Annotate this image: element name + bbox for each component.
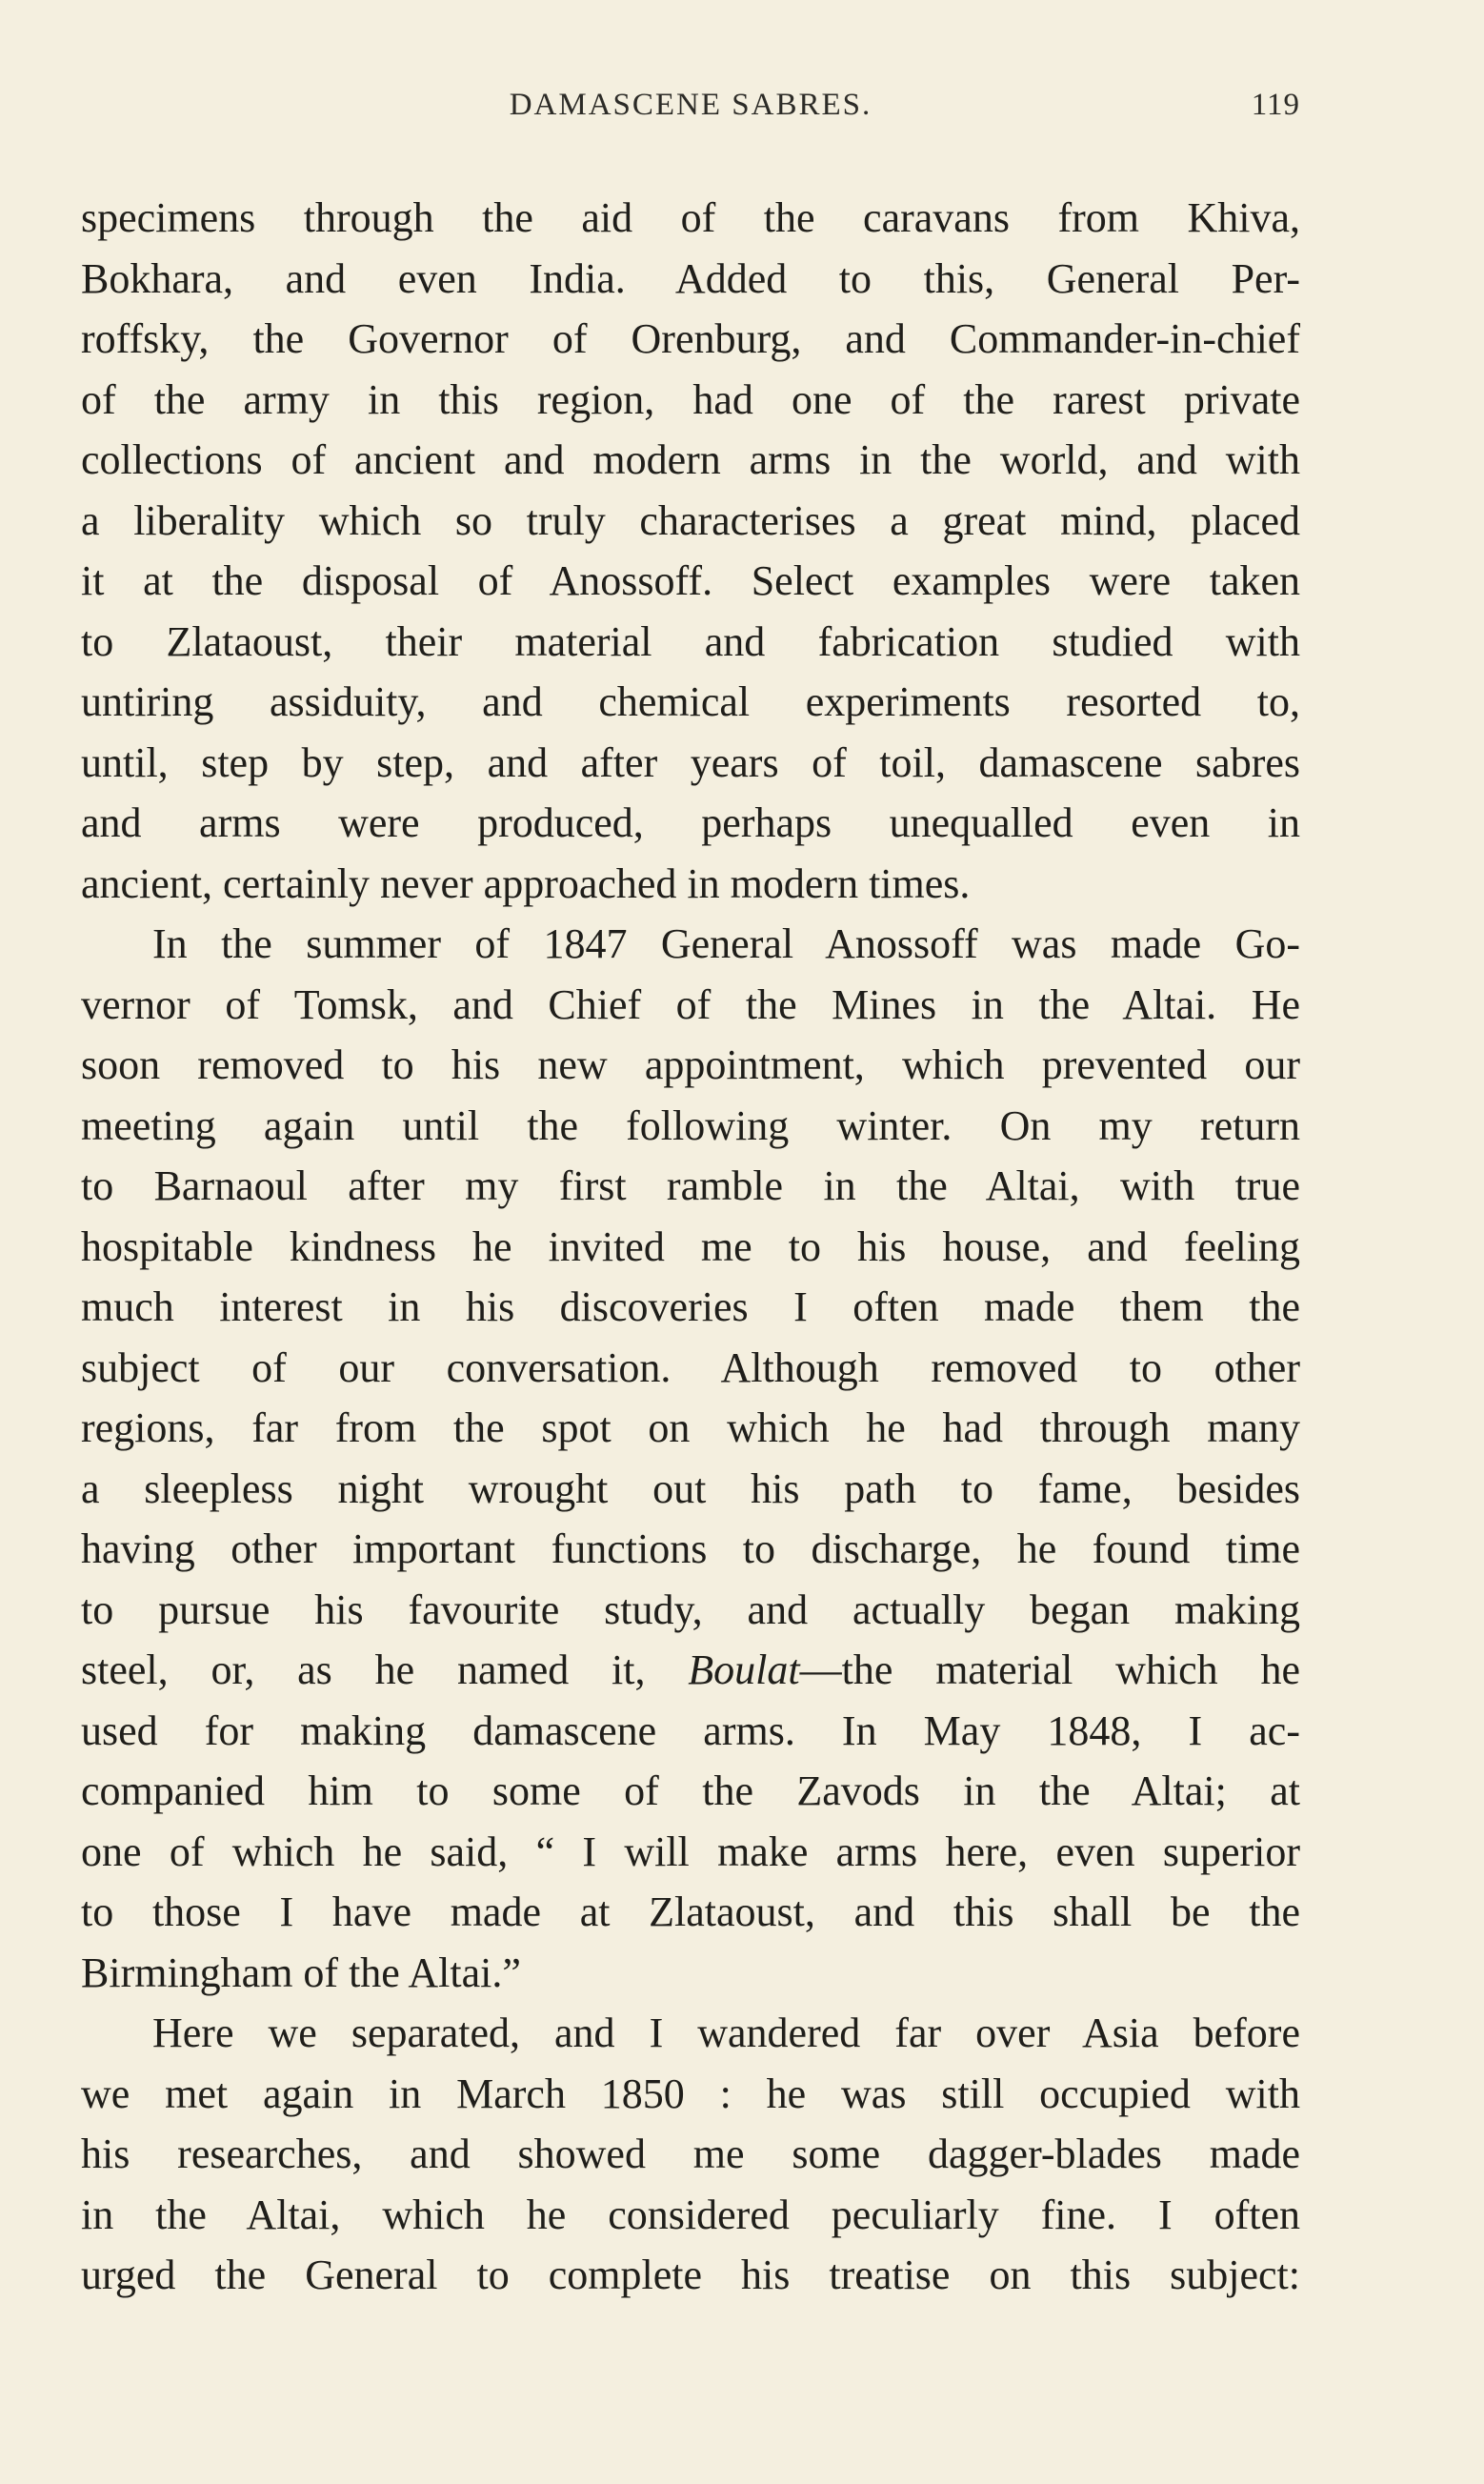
text-line: much interest in his discoveries I often made them the [81, 1283, 1300, 1330]
text-line: regions, far from the spot on which he had through many [81, 1404, 1300, 1451]
text-line: we met again in March 1850 : he was still occupied with [81, 2070, 1300, 2117]
text-line: hospitable kindness he invited me to his house, and feeling [81, 1222, 1300, 1270]
text-line: untiring assiduity, and chemical experiments resorted to, [81, 678, 1300, 725]
text-line: companied him to some of the Zavods in the Altai; at [81, 1767, 1300, 1814]
body-text [81, 188, 1300, 2306]
paragraph-last-line: Birmingham of the Altai.” [81, 1949, 521, 1996]
italic-term: Boulat [688, 1646, 800, 1693]
text-line: specimens through the aid of the caravans from Khiva, [81, 194, 1300, 241]
text-line: to pursue his favourite study, and actually began making [81, 1585, 1300, 1633]
text-line: soon removed to his new appointment, which prevented our [81, 1041, 1300, 1088]
text-line: to those I have made at Zlataoust, and this shall be the [81, 1888, 1300, 1935]
running-head [81, 88, 1300, 133]
line-start: steel, or, as he named it, [81, 1646, 689, 1693]
paragraph-first-line: Here we separated, and I wandered far over Asia before [152, 2009, 1300, 2056]
text-line: it at the disposal of Anossoff. Select examples were taken [81, 557, 1300, 604]
text-line: of the army in this region, had one of the rarest private [81, 375, 1300, 423]
text-line: and arms were produced, perhaps unequalled even in [81, 799, 1300, 846]
text-line: a sleepless night wrought out his path to fame, besides [81, 1464, 1300, 1512]
line-end: —the material which he [799, 1646, 1301, 1693]
text-line: until, step by step, and after years of toil, damascene sabres [81, 738, 1300, 786]
text-line: having other important functions to discharge, he found time [81, 1525, 1300, 1572]
text-line: one of which he said, “ I will make arms here, even superior [81, 1828, 1300, 1875]
text-line: used for making damascene arms. In May 1848, I ac- [81, 1706, 1300, 1754]
text-line: to Zlataoust, their material and fabrication studied with [81, 617, 1300, 665]
text-line: urged the General to complete his treatise on this subject: [81, 2252, 1300, 2298]
running-title: DAMASCENE SABRES. [509, 88, 872, 122]
text-line-with-italic [81, 1640, 1300, 1701]
text-line: collections of ancient and modern arms in the world, and with [81, 436, 1300, 483]
text-line: to Barnaoul after my first ramble in the Altai, with true [81, 1162, 1300, 1209]
text-line: meeting again until the following winter. On my return [81, 1101, 1300, 1149]
text-line: in the Altai, which he considered peculiarly fine. I often [81, 2191, 1300, 2238]
paragraph-last-line: ancient, certainly never approached in modern times. [81, 859, 971, 907]
text-line: a liberality which so truly characterises a great mind, placed [81, 496, 1300, 544]
text-line: subject of our conversation. Although removed to other [81, 1343, 1300, 1391]
paragraph-first-line: In the summer of 1847 General Anossoff was made Go- [152, 920, 1300, 967]
page-number: 119 [1251, 88, 1300, 122]
text-line: Bokhara, and even India. Added to this, General Per- [81, 254, 1300, 302]
text-line: roffsky, the Governor of Orenburg, and Commander-in-chief [81, 315, 1300, 362]
text-line: vernor of Tomsk, and Chief of the Mines in the Altai. He [81, 980, 1300, 1028]
text-line: his researches, and showed me some dagger-blades made [81, 2131, 1300, 2177]
